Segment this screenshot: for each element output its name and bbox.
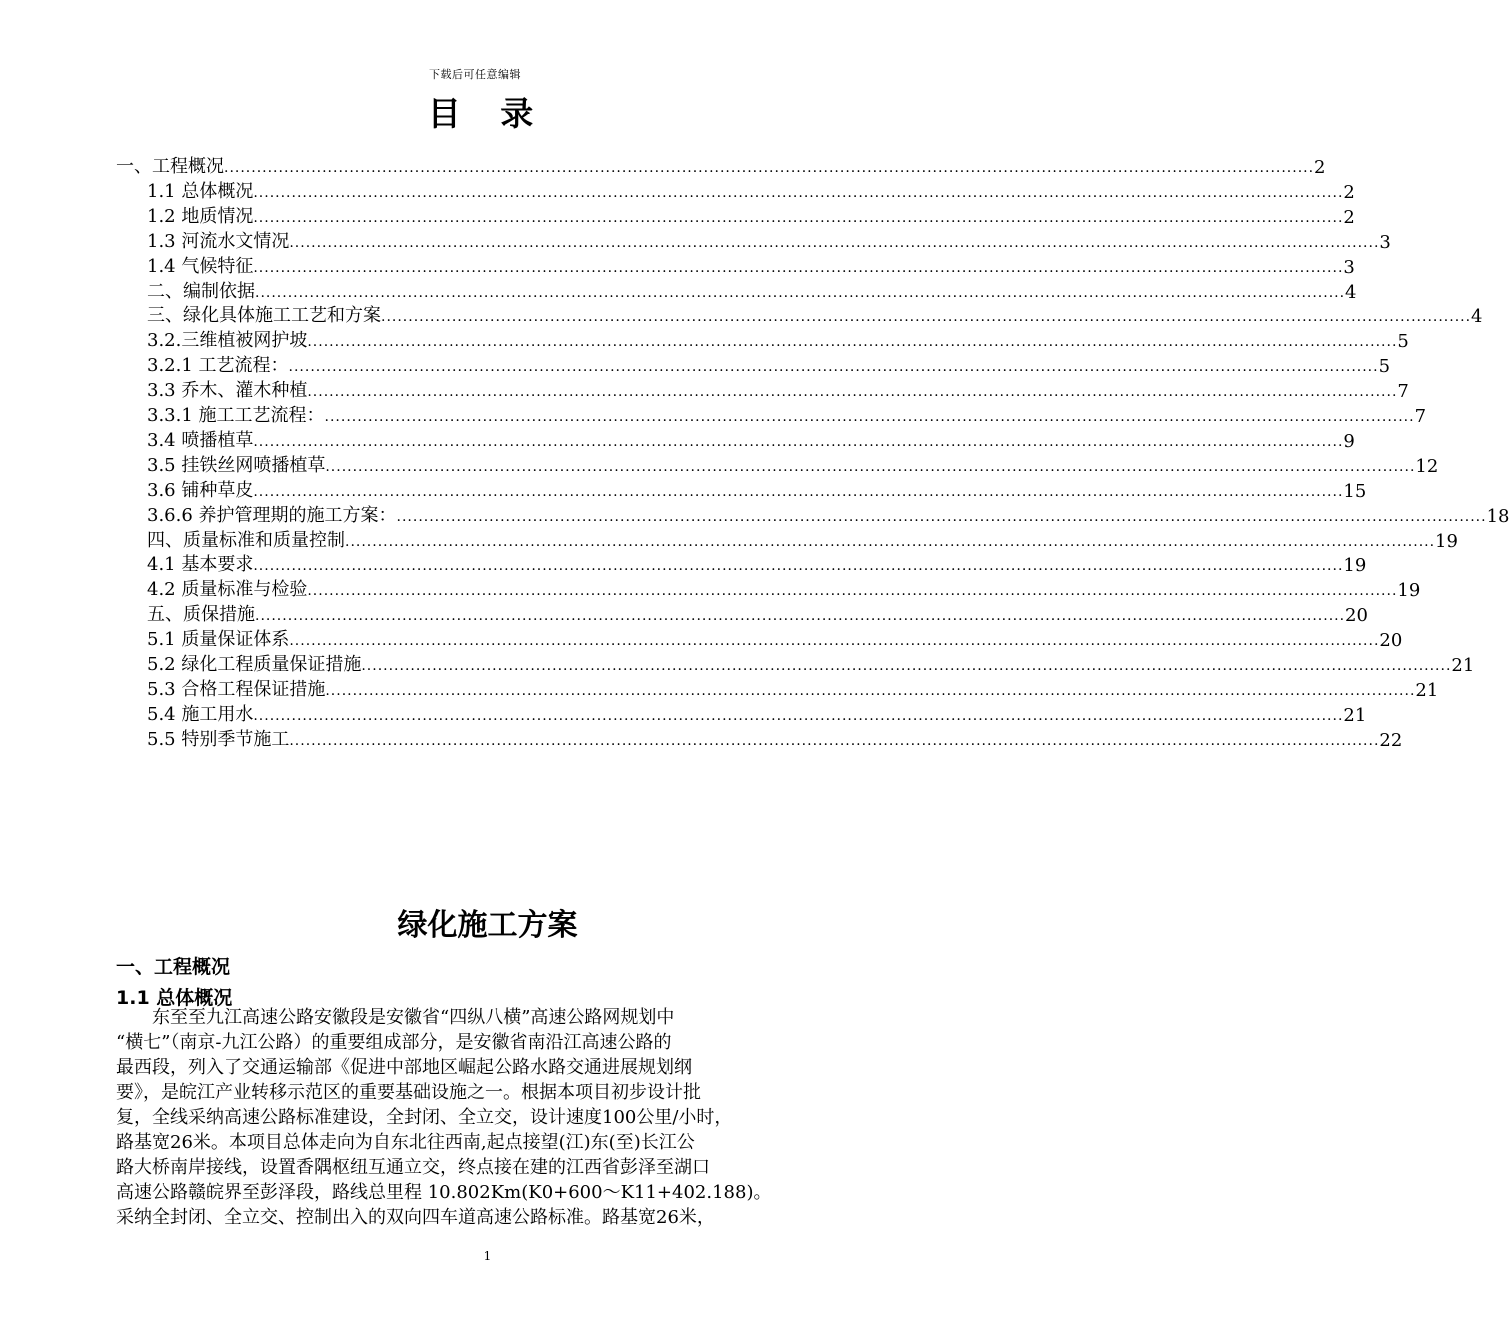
toc-entry-page: 4	[1471, 306, 1483, 328]
toc-entry[interactable]	[147, 377, 1409, 403]
toc-entry-page: 5	[1397, 331, 1409, 353]
toc-entry-page: 21	[1415, 679, 1439, 701]
body-line: 采纳全封闭、全立交、控制出入的双向四车道高速公路标准。路基宽26米，	[116, 1207, 715, 1228]
toc-entry[interactable]	[147, 327, 1409, 353]
toc-entry-label: 一、工程概况	[116, 156, 224, 177]
body-line: “横七”（南京-九江公路）的重要组成部分，是安徽省南沿江高速公路的	[116, 1032, 672, 1053]
toc-entry[interactable]	[147, 402, 1427, 427]
toc-entry[interactable]	[147, 527, 1458, 552]
toc-entry-label: 1.1 总体概况	[147, 180, 254, 202]
toc-leader-dots: ........................................................................................................................................................................................................	[361, 658, 1452, 674]
toc-leader-dots: ........................................................................................................................................................................................................	[289, 732, 1380, 749]
toc-leader-dots: ........................................................................................................................................................................................................	[253, 558, 1344, 575]
toc-entry[interactable]	[116, 153, 1326, 178]
toc-entry-page: 19	[1343, 555, 1367, 577]
toc-leader-dots: ........................................................................................................................................................................................................	[307, 583, 1398, 600]
body-line: 路大桥南岸接线，设置香隅枢纽互通立交，终点接在建的江西省彭泽至湖口	[116, 1157, 710, 1178]
section-heading: 一、工程概况	[116, 956, 231, 978]
toc-entry-label: 5.4 施工用水	[147, 703, 254, 725]
toc-entry-label: 3.3.1 施工工艺流程：	[147, 405, 325, 426]
toc-entry-label: 3.2.三维植被网护坡	[147, 330, 308, 352]
toc-entry[interactable]	[147, 452, 1439, 477]
toc-leader-dots: ........................................................................................................................................................................................................	[289, 633, 1380, 650]
toc-entry-label: 4.2 质量标准与检验	[147, 579, 308, 601]
toc-entry[interactable]	[147, 228, 1391, 253]
toc-entry-label: 三、绿化具体施工工艺和方案	[147, 305, 381, 327]
toc-entry[interactable]	[147, 278, 1357, 303]
toc-leader-dots: ........................................................................................................................................................................................................	[253, 209, 1344, 226]
toc-leader-dots: ........................................................................................................................................................................................................	[307, 334, 1398, 351]
toc-leader-dots: ........................................................................................................................................................................................................	[324, 409, 1415, 425]
toc-leader-dots: ........................................................................................................................................................................................................	[255, 284, 1346, 301]
toc-entry-label: 3.3 乔木、灌木种植	[147, 380, 308, 402]
toc-entry-label: 二、编制依据	[147, 280, 255, 302]
toc-entry-label: 4.1 基本要求	[147, 554, 254, 576]
toc-entry-label: 3.6 铺种草皮	[147, 479, 254, 501]
toc-entry[interactable]	[147, 253, 1355, 278]
toc-entry-label: 五、质保措施	[147, 604, 255, 626]
toc-entry-label: 四、质量标准和质量控制	[147, 529, 345, 551]
toc-entry-page: 2	[1343, 206, 1355, 228]
toc-entry[interactable]	[147, 601, 1368, 627]
toc-entry[interactable]	[147, 701, 1367, 726]
toc-entry-page: 5	[1378, 356, 1391, 378]
header-note: 下载后可任意编辑	[429, 68, 521, 81]
toc-leader-dots: ........................................................................................................................................................................................................	[307, 384, 1398, 401]
body-line: 东至至九江高速公路安徽段是安徽省“四纵八横”高速公路网规划中	[116, 1007, 675, 1028]
body-line: 要》，是皖江产业转移示范区的重要基础设施之一。根据本项目初步设计批	[116, 1082, 701, 1103]
toc-entry-label: 1.3 河流水文情况	[147, 230, 290, 252]
toc-leader-dots: ........................................................................................................................................................................................................	[381, 309, 1472, 326]
toc-leader-dots: ........................................................................................................................................................................................................	[325, 458, 1416, 475]
toc-entry-label: 1.4 气候特征	[147, 255, 254, 277]
toc-entry[interactable]	[147, 626, 1403, 652]
toc-entry-label: 5.3 合格工程保证措施	[147, 678, 326, 700]
toc-entry[interactable]	[147, 427, 1355, 452]
toc-entry-label: 3.6.6 养护管理期的施工方案：	[147, 504, 397, 526]
toc-entry-label: 5.1 质量保证体系	[147, 629, 290, 651]
toc-entry-page: 19	[1397, 580, 1421, 602]
toc-entry-page: 2	[1343, 181, 1355, 203]
toc-leader-dots: ........................................................................................................................................................................................................	[345, 533, 1436, 550]
toc-leader-dots: ........................................................................................................................................................................................................	[396, 508, 1487, 525]
toc-entry-page: 7	[1414, 406, 1427, 427]
toc-entry[interactable]	[147, 352, 1391, 378]
subsection-heading: 1.1 总体概况	[116, 987, 233, 1009]
toc-leader-dots: ........................................................................................................................................................................................................	[253, 707, 1344, 724]
toc-entry-page: 18	[1486, 505, 1509, 527]
page-number: 1	[483, 1249, 492, 1263]
toc-entry[interactable]	[147, 477, 1367, 502]
toc-entry-page: 15	[1343, 480, 1367, 502]
toc-entry[interactable]	[147, 203, 1355, 228]
body-paragraph	[116, 1005, 861, 1230]
document-title: 绿化施工方案	[397, 908, 578, 943]
toc-entry-label: 3.2.1 工艺流程：	[147, 355, 289, 377]
toc-leader-dots: ........................................................................................................................................................................................................	[253, 483, 1344, 500]
toc-leader-dots: ........................................................................................................................................................................................................	[253, 184, 1344, 201]
toc-entry-label: 5.2 绿化工程质量保证措施	[147, 654, 362, 675]
body-line: 复，全线采纳高速公路标准建设，全封闭、全立交，设计速度100公里/小时，	[116, 1107, 733, 1128]
toc-entry-page: 19	[1435, 530, 1458, 552]
toc-entry[interactable]	[147, 726, 1403, 751]
toc-entry[interactable]	[147, 551, 1367, 577]
toc-entry-label: 1.2 地质情况	[147, 205, 254, 227]
toc-leader-dots: ........................................................................................................................................................................................................	[325, 682, 1416, 699]
body-line: 路基宽26米。本项目总体走向为自东北往西南,起点接望(江)东(至)长江公	[116, 1132, 695, 1153]
toc-entry-page: 20	[1345, 605, 1368, 627]
toc-entry-page: 21	[1343, 704, 1367, 726]
toc-entry[interactable]	[147, 676, 1439, 701]
toc-leader-dots: ........................................................................................................................................................................................................	[255, 608, 1346, 625]
toc-entry-page: 12	[1415, 455, 1439, 477]
toc-entry-label: 5.5 特别季节施工	[147, 728, 290, 750]
body-line: 高速公路赣皖界至彭泽段，路线总里程 10.802Km(K0+600～K11+402.188)。	[116, 1182, 772, 1203]
toc-title: 目 录	[427, 94, 548, 133]
toc-leader-dots: ........................................................................................................................................................................................................	[253, 433, 1344, 450]
toc-entry[interactable]	[147, 178, 1355, 203]
toc-entry[interactable]	[147, 576, 1421, 602]
toc-entry[interactable]	[147, 302, 1483, 328]
toc-entry-page: 9	[1343, 430, 1355, 452]
toc-entry-page: 7	[1397, 381, 1409, 403]
toc-entry-page: 2	[1314, 157, 1326, 178]
toc-leader-dots: ........................................................................................................................................................................................................	[224, 160, 1315, 176]
toc-entry[interactable]	[147, 651, 1475, 676]
toc-leader-dots: ........................................................................................................................................................................................................	[289, 234, 1380, 251]
toc-leader-dots: ........................................................................................................................................................................................................	[288, 359, 1379, 376]
toc-entry[interactable]	[147, 502, 1509, 527]
toc-entry-label: 3.4 喷播植草	[147, 429, 254, 451]
toc-entry-page: 21	[1451, 655, 1475, 676]
toc-entry-page: 3	[1379, 231, 1391, 253]
toc-entry-page: 3	[1343, 256, 1355, 278]
toc-entry-page: 20	[1379, 630, 1403, 652]
toc-entry-page: 4	[1345, 281, 1357, 303]
body-line: 最西段，列入了交通运输部《促进中部地区崛起公路水路交通进展规划纲	[116, 1057, 692, 1078]
toc-entry-label: 3.5 挂铁丝网喷播植草	[147, 454, 326, 476]
toc-leader-dots: ........................................................................................................................................................................................................	[253, 259, 1344, 276]
toc-entry-page: 22	[1379, 729, 1403, 751]
